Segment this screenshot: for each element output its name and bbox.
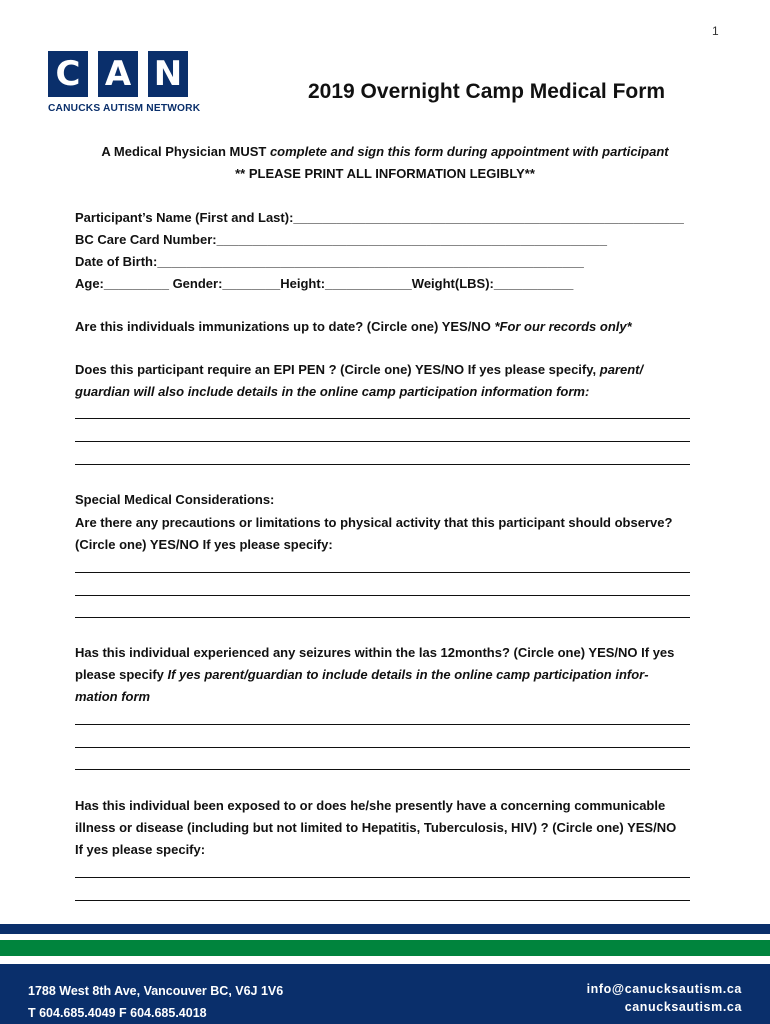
immunizations-question: Are this individuals immunizations up to date? (Circle one) YES/NO *For our records only*	[75, 319, 632, 334]
special-considerations-answer-line[interactable]	[75, 572, 690, 573]
epi-pen-answer-line[interactable]	[75, 418, 690, 419]
epi-pen-answer-line[interactable]	[75, 441, 690, 442]
footer-website[interactable]: canucksautism.ca	[624, 1000, 742, 1014]
special-considerations-answer-line[interactable]	[75, 595, 690, 596]
epi-pen-question-cont: guardian will also include details in the online camp participation information form:	[75, 384, 590, 399]
date-of-birth-field[interactable]: Date of Birth:___________________________________________________________	[75, 254, 584, 269]
communicable-answer-line[interactable]	[75, 877, 690, 878]
epi-pen-question: Does this participant require an EPI PEN ? (Circle one) YES/NO If yes please specify, parent/	[75, 362, 644, 377]
seizures-answer-line[interactable]	[75, 724, 690, 725]
seizures-answer-line[interactable]	[75, 747, 690, 748]
communicable-question-cont: illness or disease (including but not limited to Hepatitis, Tuberculosis, HIV) ? (Circle one) YES/NO	[75, 820, 677, 835]
care-card-field[interactable]: BC Care Card Number:______________________________________________________	[75, 232, 608, 247]
participant-name-field[interactable]: Participant’s Name (First and Last):______________________________________________________	[75, 210, 684, 225]
seizures-question-cont: please specify If yes parent/guardian to include details in the online camp participation infor-	[75, 667, 649, 682]
special-considerations-question: Are there any precautions or limitations to physical activity that this participant should observe?	[75, 515, 673, 530]
logo-wordmark: CANUCKS AUTISM NETWORK	[48, 103, 201, 114]
logo-letter-n: N	[148, 51, 188, 97]
special-considerations-question-cont: (Circle one) YES/NO If yes please specify:	[75, 537, 333, 552]
communicable-answer-line[interactable]	[75, 900, 690, 901]
seizures-question: Has this individual experienced any seizures within the las 12months? (Circle one) YES/NO If yes	[75, 645, 675, 660]
footer-address: 1788 West 8th Ave, Vancouver BC, V6J 1V6	[28, 984, 284, 998]
communicable-question-cont-2: If yes please specify:	[75, 842, 206, 857]
footer-email[interactable]: info@canucksautism.ca	[586, 982, 742, 996]
special-considerations-heading: Special Medical Considerations:	[75, 492, 275, 507]
can-logo	[48, 51, 201, 121]
page-number: 1	[712, 24, 719, 38]
instruction-line-1: A Medical Physician MUST complete and sign this form during appointment with participant	[101, 144, 669, 159]
footer-phone: T 604.685.4049 F 604.685.4018	[28, 1006, 207, 1020]
seizures-question-cont-2: mation form	[75, 689, 151, 704]
footer	[0, 964, 770, 1024]
epi-pen-answer-line[interactable]	[75, 464, 690, 465]
footer-contact	[28, 980, 283, 1024]
logo-letter-c: C	[48, 51, 88, 97]
seizures-answer-line[interactable]	[75, 769, 690, 770]
special-considerations-answer-line[interactable]	[75, 617, 690, 618]
age-gender-height-weight-field[interactable]: Age:_________ Gender:________Height:____________Weight(LBS):___________	[75, 276, 574, 291]
logo-letter-a: A	[98, 51, 138, 97]
form-title: 2019 Overnight Camp Medical Form	[308, 80, 666, 103]
instruction-line-2: ** PLEASE PRINT ALL INFORMATION LEGIBLY**	[235, 166, 535, 181]
footer-web	[587, 980, 742, 1016]
communicable-question: Has this individual been exposed to or does he/she presently have a concerning communicable	[75, 798, 666, 813]
